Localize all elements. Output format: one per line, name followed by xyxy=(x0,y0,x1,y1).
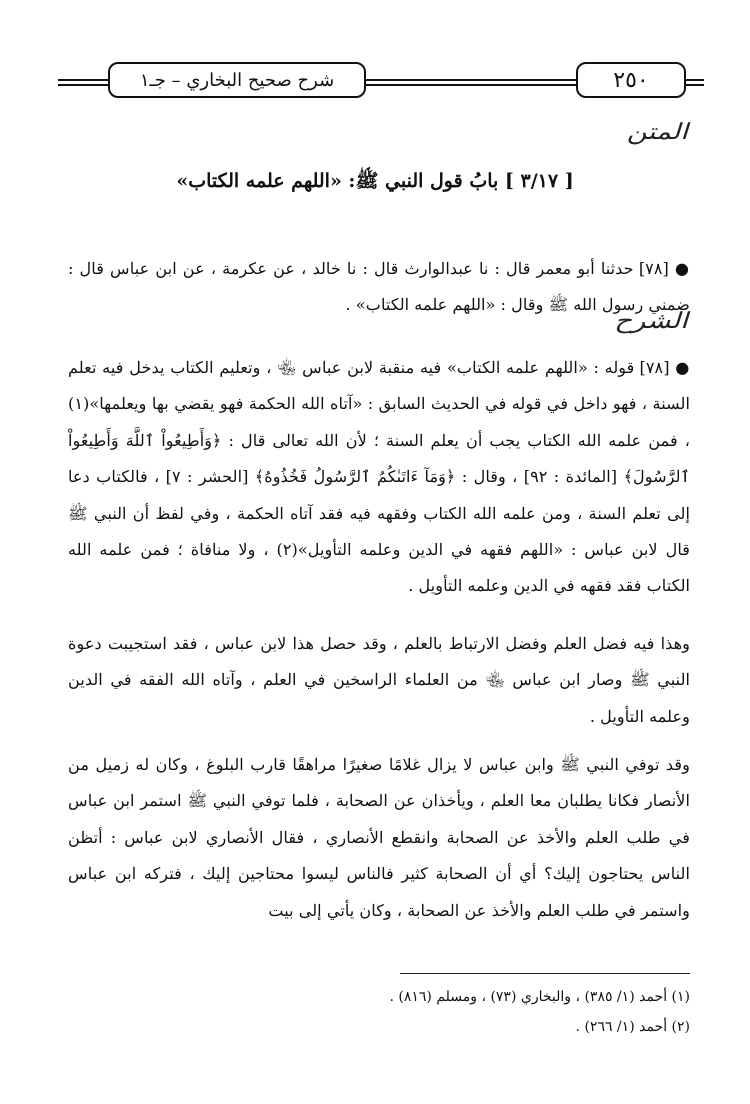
footnote-separator xyxy=(400,973,690,974)
chapter-heading: [ ٣/١٧ ] بابُ قول النبي ﷺ: «اللهم علمه الكتاب» xyxy=(176,170,574,192)
commentary-paragraph-3: وقد توفي النبي ﷺ وابن عباس لا يزال غلامًا صغيرًا مراهقًا قارب البلوغ ، وكان له زميل من الأنصار فكانا يطلبان معا العلم ، ويأخذان عن الصحابة ، فلما توفي النبي ﷺ استمر ابن عباس في طلب العلم والأخذ عن الصحابة وانقطع الأنصاري ، فقال الأنصاري لابن عباس : أتظن الناس يحتاجون إليك؟ أي أن الصحابة كثير فالناس ليسوا محتاجين إليك ، فتركه ابن عباس واستمر في طلب العلم والأخذ عن الصحابة ، وكان يأتي إلى بيت xyxy=(68,755,690,920)
page-number: ٢٥٠ xyxy=(576,62,686,98)
section-label-matn: المتن xyxy=(626,120,688,145)
book-title: شرح صحيح البخاري – جـ١ xyxy=(108,62,366,98)
page-header xyxy=(58,56,704,106)
commentary-paragraph-1: ● [٧٨] قوله : «اللهم علمه الكتاب» فيه منقبة لابن عباس ﵄ ، وتعليم الكتاب يدخل فيه تعلم السنة ، فهو داخل في قوله في الحديث السابق : «آتاه الله الحكمة فهو يقضي بها ويعلمها»(١) ، فمن علمه الله الكتاب يجب أن يعلم السنة ؛ لأن الله تعالى قال : ﴿وَأَطِيعُواْ ٱللَّهَ وَأَطِيعُواْ ٱلرَّسُولَ﴾ [المائدة : ٩٢] ، وقال : ﴿وَمَآ ءَاتَىٰكُمُ ٱلرَّسُولُ فَخُذُوهُ﴾ [الحشر : ٧] ، فالكتاب دعا إلى تعلم السنة ، ومن علمه الله الكتاب وفقهه فيه فقد آتاه الحكمة ، وفي لفظ أن النبي ﷺ قال لابن عباس : «اللهم فقهه في الدين وعلمه التأويل»(٢) ، ولا منافاة ؛ فمن علمه الله الكتاب فقد فقهه في الدين وعلمه التأويل . xyxy=(68,358,691,596)
footnote-2: (٢) أحمد (١/ ٢٦٦) . xyxy=(575,1019,690,1035)
section-label-sharh: الشرح xyxy=(614,309,688,334)
hadith-text: ● [٧٨] حدثنا أبو معمر قال : نا عبدالوارث قال : نا خالد ، عن عكرمة ، عن ابن عباس قال : ضمني رسول الله ﷺ وقال : «اللهم علمه الكتاب» . xyxy=(68,259,690,315)
footnote-1: (١) أحمد (١/ ٣٨٥) ، والبخاري (٧٣) ، ومسلم (٨١٦) . xyxy=(389,989,690,1005)
commentary-paragraph-2: وهذا فيه فضل العلم وفضل الارتباط بالعلم ، وقد حصل هذا لابن عباس ، فقد استجيبت دعوة النبي ﷺ وصار ابن عباس ﵄ من العلماء الراسخين في العلم ، وآتاه الله الفقه في الدين وعلمه التأويل . xyxy=(68,634,690,726)
